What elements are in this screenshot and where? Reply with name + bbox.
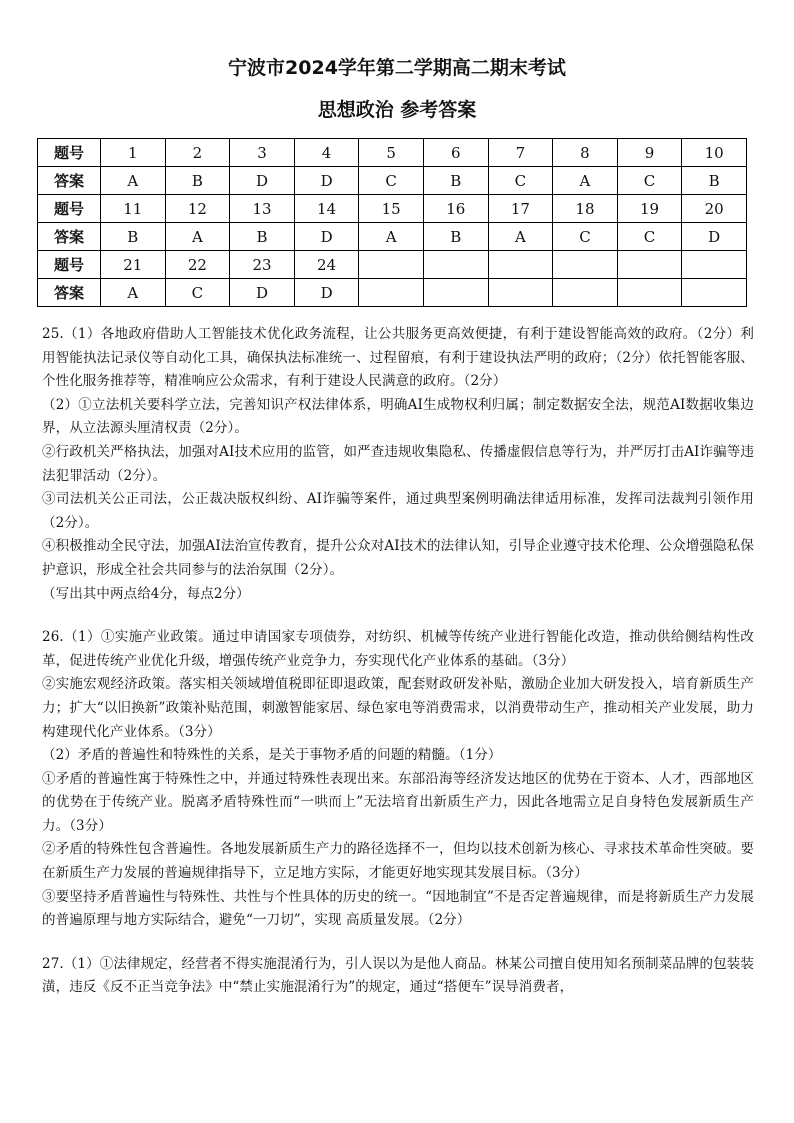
q27-part1: 27.（1）①法律规定，经营者不得实施混淆行为，引人误以为是他人商品。林某公司擅自使用知名预制菜品牌的包装装潢，违反《反不正当竞争法》中“禁止实施混淆行为”的规定，通过“搭便车”误导消费者， bbox=[42, 955, 754, 996]
answer-cell: C bbox=[165, 279, 230, 307]
question-number-cell: 1 bbox=[101, 139, 166, 167]
question-number-cell bbox=[423, 251, 488, 279]
row-label: 题号 bbox=[38, 195, 101, 223]
row-label: 答案 bbox=[38, 279, 101, 307]
answer-table-row bbox=[38, 195, 747, 223]
answer-cell: B bbox=[230, 223, 295, 251]
row-label: 答案 bbox=[38, 167, 101, 195]
question-number-cell: 13 bbox=[230, 195, 295, 223]
answer-cell: A bbox=[359, 223, 424, 251]
page-subtitle: 思想政治 参考答案 bbox=[317, 99, 477, 121]
answer-cell: C bbox=[617, 167, 682, 195]
question-number-cell: 17 bbox=[488, 195, 553, 223]
question-number-cell: 4 bbox=[294, 139, 359, 167]
q25-scoring-note: （写出其中两点给4分，每点2分） bbox=[42, 585, 250, 602]
answer-cell bbox=[617, 279, 682, 307]
answer-cell: D bbox=[682, 223, 747, 251]
question-number-cell: 15 bbox=[359, 195, 424, 223]
answer-table-row bbox=[38, 251, 747, 279]
answer-cell: A bbox=[165, 223, 230, 251]
answer-cell: A bbox=[488, 223, 553, 251]
answer-cell: D bbox=[294, 223, 359, 251]
q25-part2: （2）①立法机关要科学立法，完善知识产权法律体系，明确AI生成物权利归属；制定数据安全法，规范AI数据收集边界，从立法源头厘清权责（2分）。 bbox=[42, 396, 754, 437]
page-title: 宁波市2024学年第二学期高二期末考试 bbox=[228, 57, 566, 79]
answer-cell: B bbox=[682, 167, 747, 195]
question-number-cell: 19 bbox=[617, 195, 682, 223]
answer-cell: A bbox=[101, 279, 166, 307]
answer-table-row bbox=[38, 279, 747, 307]
question-number-cell bbox=[682, 251, 747, 279]
answer-body bbox=[42, 323, 754, 1000]
question-number-cell bbox=[617, 251, 682, 279]
answer-cell: C bbox=[617, 223, 682, 251]
q25-point3: ③司法机关公正司法，公正裁决版权纠纷、AI诈骗等案件，通过典型案例明确法律适用标准，发挥司法裁判引领作用（2分）。 bbox=[42, 491, 754, 531]
q26-point2: ②实施宏观经济政策。落实相关领域增值税即征即退政策，配套财政研发补贴，激励企业加大研发投入，培育新质生产力；扩大“以旧换新”政策补贴范围，刺激智能家居、绿色家电等消费需求，以消费带动生产，推动相关产业发展，助力构建现代化产业体系。（3分） bbox=[42, 676, 754, 740]
q26-part2-point1: ①矛盾的普遍性寓于特殊性之中，并通过特殊性表现出来。东部沿海等经济发达地区的优势在于资本、人才，西部地区的优势在于传统产业。脱离矛盾特殊性而“一哄而上”无法培育出新质生产力，因此各地需立足自身特色发展新质生产力。（3分） bbox=[42, 770, 754, 834]
answer-cell: D bbox=[294, 167, 359, 195]
answer-cell bbox=[553, 279, 618, 307]
q26-part2: （2）矛盾的普遍性和特殊性的关系，是关于事物矛盾的问题的精髓。（1分） bbox=[42, 747, 502, 764]
q25-point4: ④积极推动全民守法，加强AI法治宣传教育，提升公众对AI技术的法律认知，引导企业遵守技术伦理、公众增强隐私保护意识，形成全社会共同参与的法治氛围（2分）。 bbox=[42, 538, 754, 578]
question-number-cell: 8 bbox=[553, 139, 618, 167]
q26-part1: 26.（1）①实施产业政策。通过申请国家专项债券，对纺织、机械等传统产业进行智能化改造，推动供给侧结构性改革，促进传统产业优化升级，增强传统产业竞争力，夯实现代化产业体系的基础。（3分） bbox=[42, 629, 754, 669]
answer-table-row bbox=[38, 167, 747, 195]
answer-table-row bbox=[38, 139, 747, 167]
question-number-cell: 2 bbox=[165, 139, 230, 167]
question-number-cell: 22 bbox=[165, 251, 230, 279]
q25-point2: ②行政机关严格执法，加强对AI技术应用的监管，如严查违规收集隐私、传播虚假信息等行为，并严厉打击AI诈骗等违法犯罪活动（2分）。 bbox=[42, 443, 754, 484]
q26-part2-point3: ③要坚持矛盾普遍性与特殊性、共性与个性具体的历史的统一。“因地制宜”不是否定普遍规律，而是将新质生产力发展的普遍原理与地方实际结合，避免“一刀切”，实现 高质量发展。（2分） bbox=[42, 888, 754, 929]
answer-table-row bbox=[38, 223, 747, 251]
question-number-cell: 16 bbox=[423, 195, 488, 223]
question-number-cell: 6 bbox=[423, 139, 488, 167]
answer-cell: C bbox=[359, 167, 424, 195]
answer-cell: B bbox=[423, 167, 488, 195]
question-number-cell: 23 bbox=[230, 251, 295, 279]
row-label: 题号 bbox=[38, 139, 101, 167]
answer-cell bbox=[488, 279, 553, 307]
answer-cell: C bbox=[553, 223, 618, 251]
answer-cell: B bbox=[423, 223, 488, 251]
answer-table bbox=[37, 138, 747, 307]
answer-cell: D bbox=[230, 279, 295, 307]
answer-cell bbox=[359, 279, 424, 307]
question-number-cell bbox=[359, 251, 424, 279]
q26-part2-point2: ②矛盾的特殊性包含普遍性。各地发展新质生产力的路径选择不一，但均以技术创新为核心、寻求技术革命性突破。要在新质生产力发展的普遍规律指导下，立足地方实际，才能更好地实现其发展目标。（3分） bbox=[42, 841, 754, 882]
question-number-cell: 10 bbox=[682, 139, 747, 167]
question-number-cell: 18 bbox=[553, 195, 618, 223]
answer-cell: B bbox=[101, 223, 166, 251]
answer-cell: C bbox=[488, 167, 553, 195]
q25-part1: 25.（1）各地政府借助人工智能技术优化政务流程，让公共服务更高效便捷，有利于建设智能高效的政府。（2分）利用智能执法记录仪等自动化工具，确保执法标准统一、过程留痕，有利于建设执法严明的政府；（2分）依托智能客服、个性化服务推荐等，精准响应公众需求，有利于建设人民满意的政府。（2分） bbox=[42, 326, 754, 390]
answer-cell: B bbox=[165, 167, 230, 195]
question-number-cell: 20 bbox=[682, 195, 747, 223]
row-label: 答案 bbox=[38, 223, 101, 251]
question-number-cell: 9 bbox=[617, 139, 682, 167]
question-number-cell: 11 bbox=[101, 195, 166, 223]
question-number-cell bbox=[553, 251, 618, 279]
question-number-cell: 14 bbox=[294, 195, 359, 223]
question-number-cell: 24 bbox=[294, 251, 359, 279]
answer-cell: A bbox=[101, 167, 166, 195]
answer-cell bbox=[682, 279, 747, 307]
question-number-cell bbox=[488, 251, 553, 279]
row-label: 题号 bbox=[38, 251, 101, 279]
question-number-cell: 3 bbox=[230, 139, 295, 167]
answer-cell: D bbox=[294, 279, 359, 307]
question-number-cell: 7 bbox=[488, 139, 553, 167]
answer-cell: D bbox=[230, 167, 295, 195]
answer-cell bbox=[423, 279, 488, 307]
question-number-cell: 5 bbox=[359, 139, 424, 167]
question-number-cell: 21 bbox=[101, 251, 166, 279]
answer-cell: A bbox=[553, 167, 618, 195]
question-number-cell: 12 bbox=[165, 195, 230, 223]
